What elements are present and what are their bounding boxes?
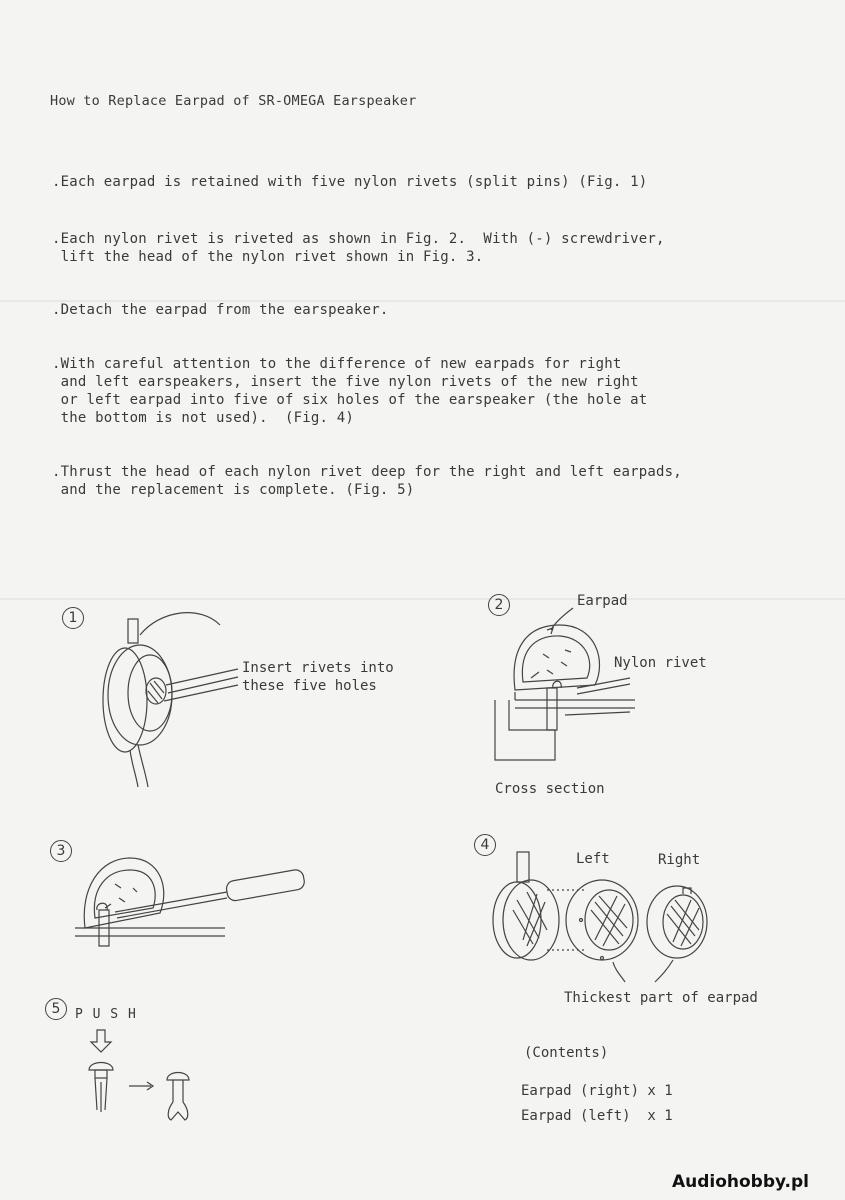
paragraph-4-line-2: and left earspeakers, insert the five nylon rivets of the new right: [52, 374, 639, 390]
fig1-number: 1: [62, 607, 84, 629]
contents-item-left: Earpad (left) x 1: [521, 1108, 673, 1124]
fig1-earspeaker-drawing: [90, 605, 240, 790]
fold-crease: [0, 598, 845, 600]
fig4-number: 4: [474, 834, 496, 856]
fig2-earpad-label: Earpad: [577, 593, 628, 609]
document-title: How to Replace Earpad of SR-OMEGA Earspeaker: [50, 93, 417, 109]
fig2-rivet-label: Nylon rivet: [614, 655, 707, 671]
fig4-earpads-drawing: [487, 850, 712, 985]
fig3-screwdriver-drawing: [75, 848, 310, 948]
paragraph-5-line-2: and the replacement is complete. (Fig. 5): [52, 482, 415, 498]
paragraph-2-line-1: .Each nylon rivet is riveted as shown in Fig. 2. With (-) screwdriver,: [52, 231, 665, 247]
fig1-label-line-1: Insert rivets into: [242, 660, 394, 676]
paragraph-4-line-4: the bottom is not used). (Fig. 4): [52, 410, 355, 426]
contents-item-right: Earpad (right) x 1: [521, 1083, 673, 1099]
fig5-number: 5: [45, 998, 67, 1020]
watermark-brand: Audiohobby.pl: [671, 1172, 809, 1192]
paragraph-4-line-1: .With careful attention to the difference of new earpads for right: [52, 356, 622, 372]
paragraph-2-line-2: lift the head of the nylon rivet shown in Fig. 3.: [52, 249, 484, 265]
fig4-right-label: Right: [658, 852, 701, 868]
paragraph-5-line-1: .Thrust the head of each nylon rivet deep for the right and left earpads,: [52, 464, 682, 480]
fig4-caption: Thickest part of earpad: [564, 990, 758, 1006]
fig4-left-label: Left: [576, 851, 610, 867]
paragraph-3-line-1: .Detach the earpad from the earspeaker.: [52, 302, 389, 318]
paragraph-1-line-1: .Each earpad is retained with five nylon rivets (split pins) (Fig. 1): [52, 174, 648, 190]
fig2-cross-section-drawing: [495, 600, 640, 770]
fig5-rivet-drawing: [85, 1030, 210, 1125]
fig5-push-label: P U S H: [75, 1007, 137, 1022]
fig2-number: 2: [488, 594, 510, 616]
contents-heading: (Contents): [524, 1045, 609, 1061]
fig2-caption: Cross section: [495, 781, 605, 797]
paragraph-4-line-3: or left earpad into five of six holes of the earspeaker (the hole at: [52, 392, 648, 408]
fig3-number: 3: [50, 840, 72, 862]
fig1-label-line-2: these five holes: [242, 678, 377, 694]
